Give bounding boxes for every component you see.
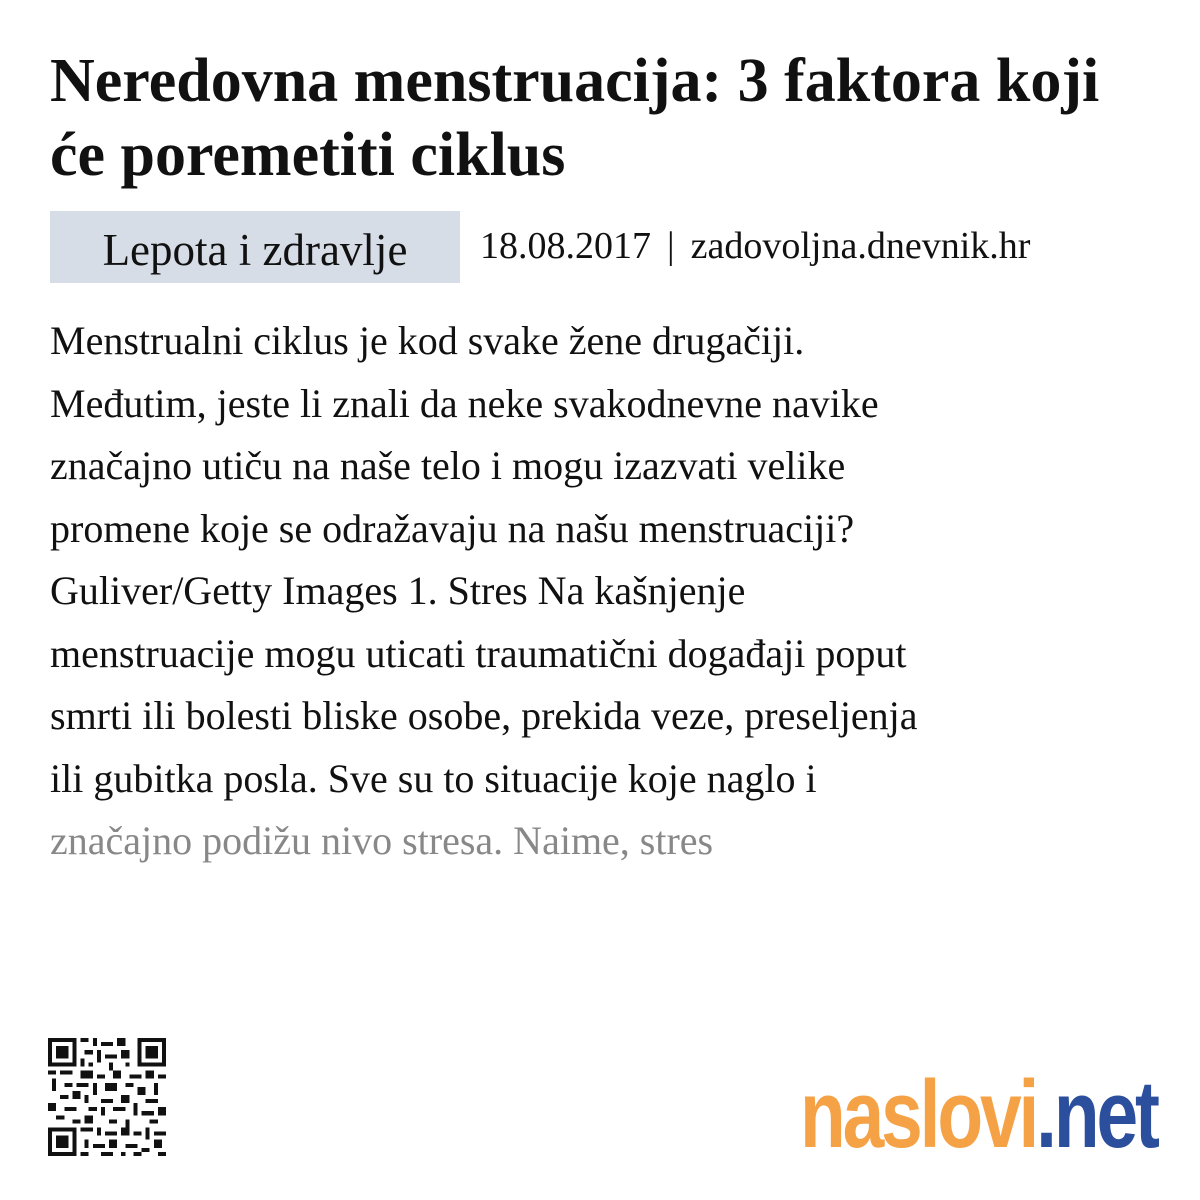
- body-line: Međutim, jeste li znali da neke svakodnevne navike: [50, 380, 879, 426]
- body-line: Guliver/Getty Images 1. Stres Na kašnjenje: [50, 568, 746, 613]
- article-title: Neredovna menstruacija: 3 faktora koji će poremetiti ciklus: [50, 47, 1100, 189]
- body-line: menstruacije mogu uticati traumatični događaji poput: [50, 630, 907, 676]
- article-body: [50, 310, 1160, 873]
- source-link[interactable]: zadovoljna.dnevnik.hr: [690, 225, 1031, 267]
- body-line: ili gubitka posla. Sve su to situacije koje naglo i: [50, 755, 817, 801]
- body-line: smrti ili bolesti bliske osobe, prekida veze, preseljenja: [50, 693, 918, 738]
- body-line-faded: značajno podižu nivo stresa. Naime, stres: [50, 818, 714, 863]
- dateline: [480, 221, 1030, 271]
- body-line: promene koje se odražavaju na našu menstruaciji?: [50, 505, 855, 551]
- body-line: Menstrualni ciklus je kod svake žene drugačiji.: [50, 318, 805, 363]
- naslovi-logo[interactable]: [800, 1060, 1157, 1170]
- logo-part-naslovi: naslovi: [800, 1061, 1037, 1168]
- publish-date: 18.08.2017: [480, 225, 651, 267]
- logo-part-net: .net: [1036, 1061, 1157, 1168]
- meta-separator: |: [667, 225, 675, 267]
- body-line: značajno utiču na naše telo i mogu izazvati velike: [50, 443, 846, 488]
- category-badge[interactable]: Lepota i zdravlje: [50, 211, 460, 283]
- qr-code-icon[interactable]: [48, 1038, 166, 1156]
- article-meta: [50, 211, 1160, 283]
